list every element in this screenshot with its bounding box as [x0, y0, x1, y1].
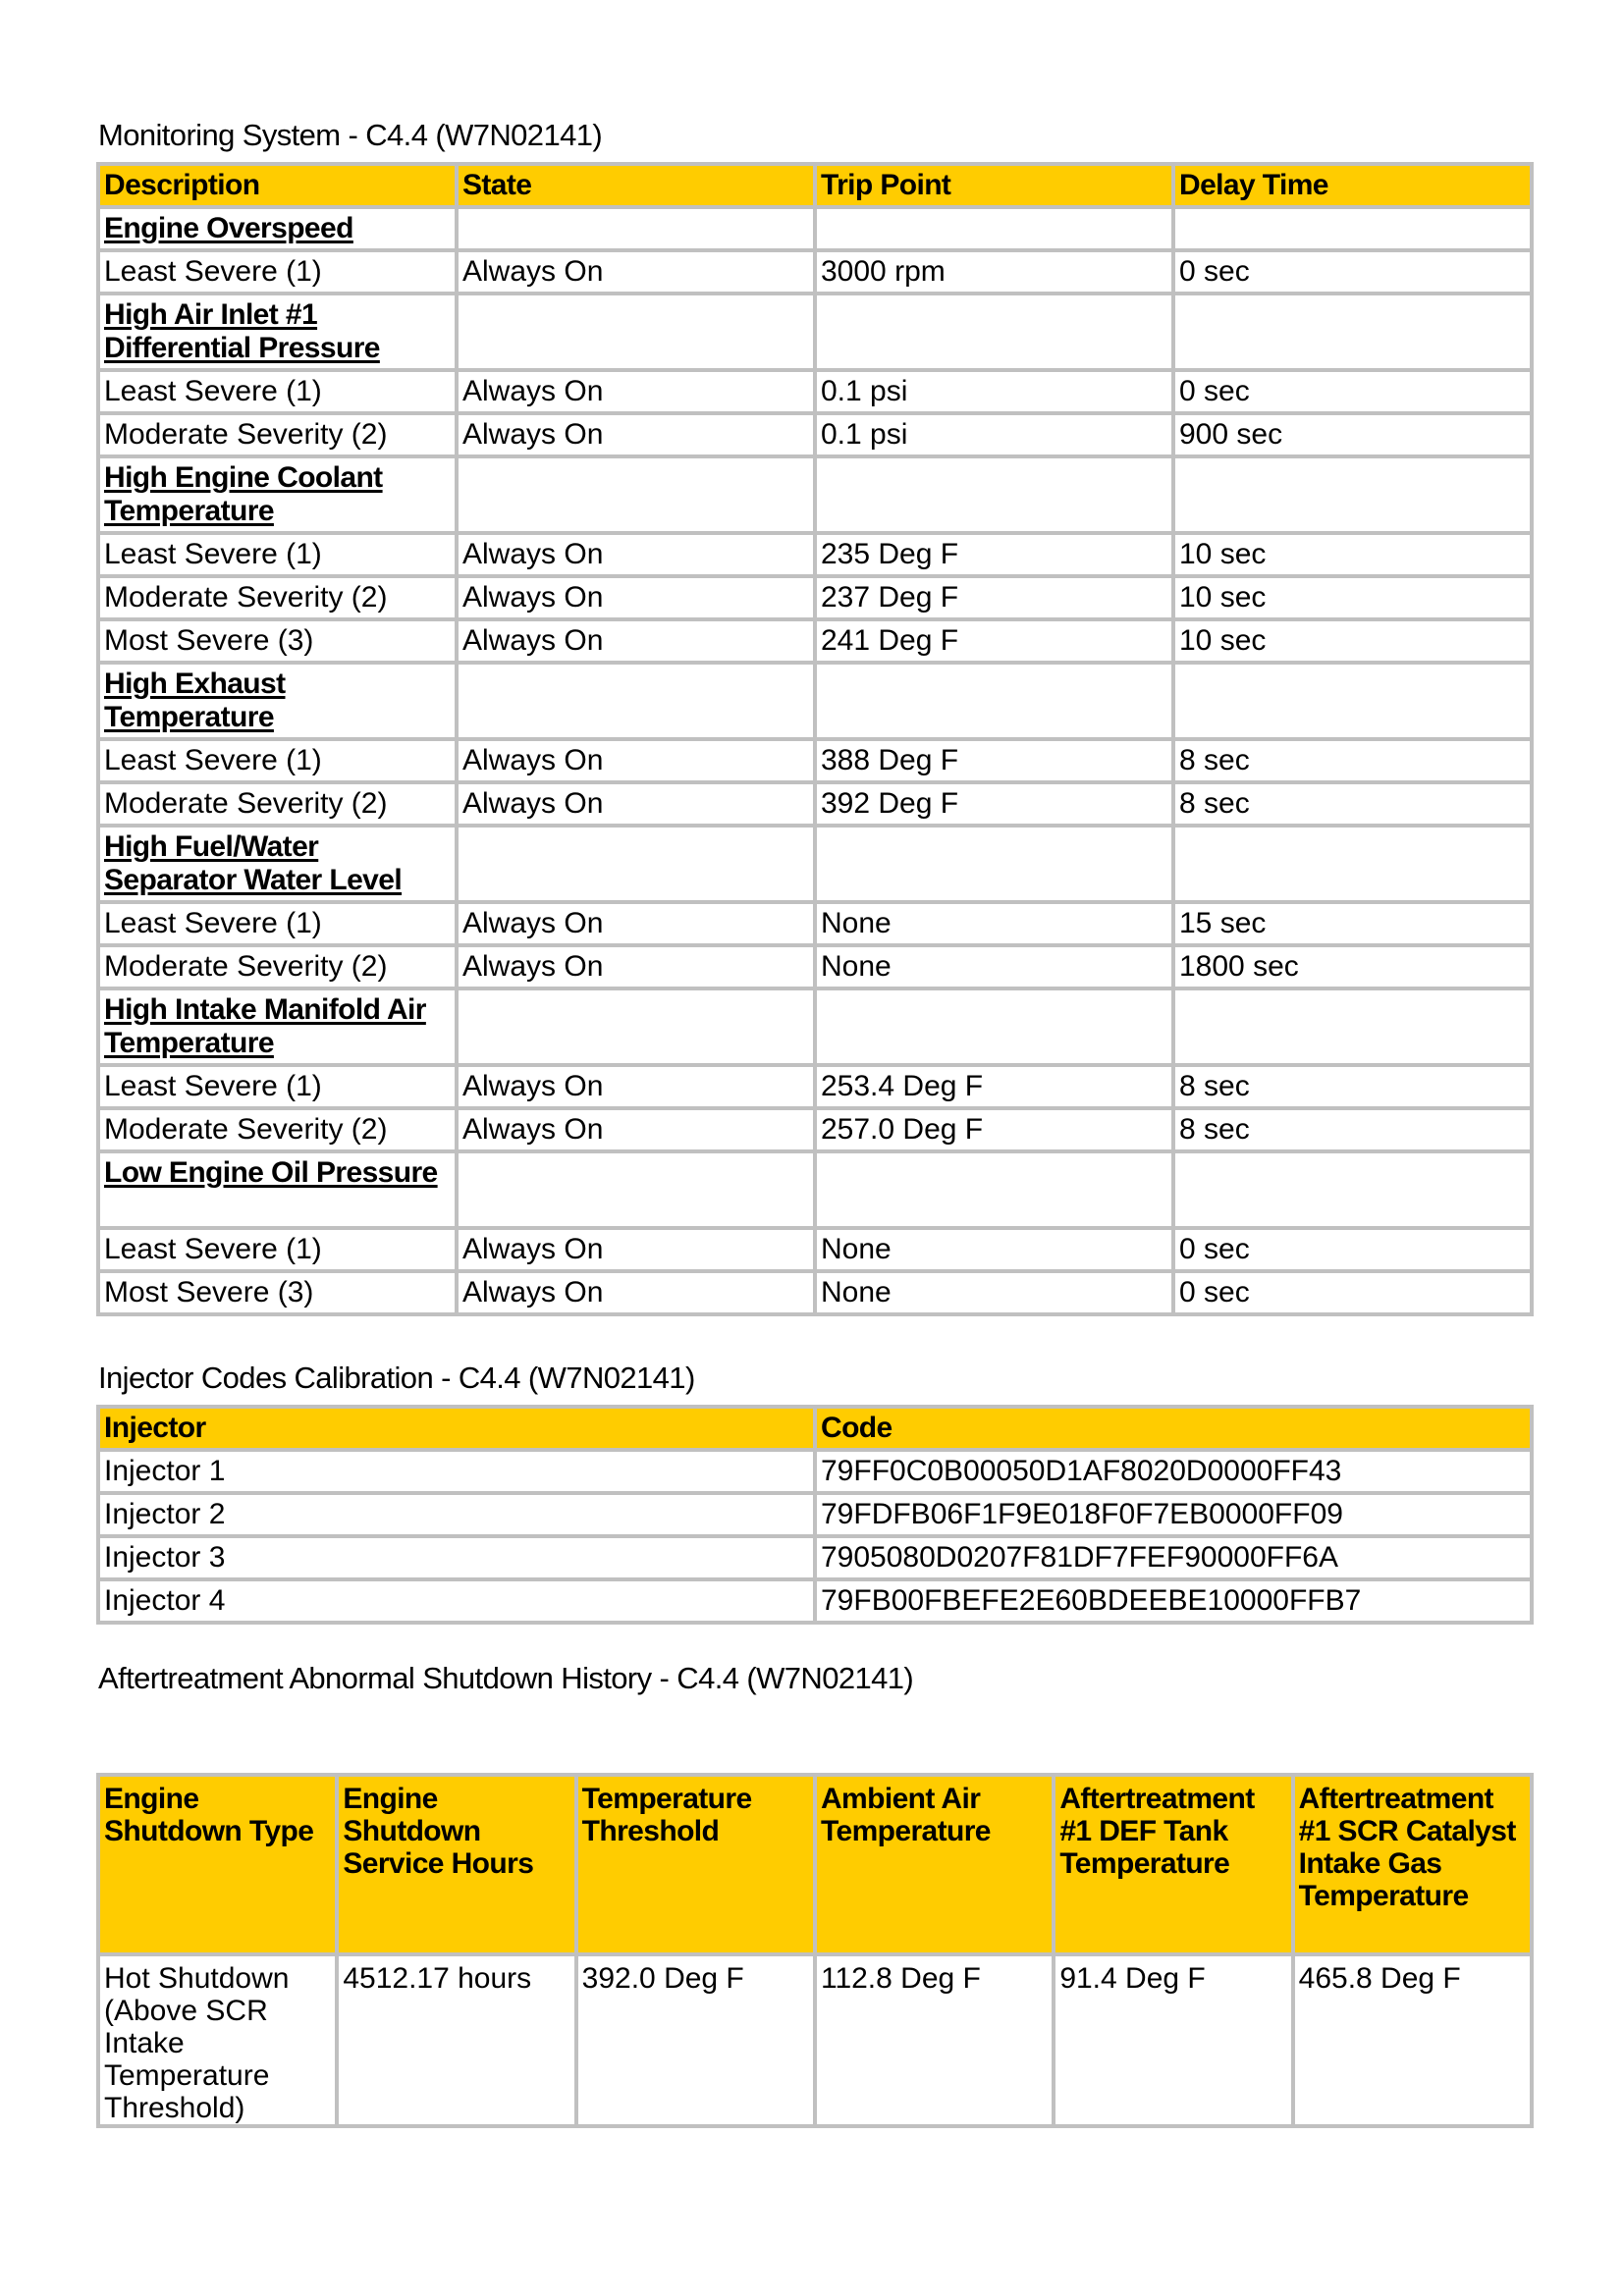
- description-cell: Moderate Severity (2): [98, 1108, 457, 1151]
- group-row: [98, 456, 1532, 533]
- empty-cell: [1173, 988, 1532, 1065]
- group-description-cell: [98, 663, 457, 739]
- group-row: [98, 1151, 1532, 1228]
- table-row: [98, 739, 1532, 782]
- state-cell: Always On: [457, 782, 815, 826]
- table-row: [98, 576, 1532, 619]
- group-description-cell: [98, 826, 457, 902]
- group-description-cell: [98, 294, 457, 370]
- column-header-service-hours: Engine Shutdown Service Hours: [337, 1775, 575, 1954]
- state-cell: Always On: [457, 1271, 815, 1314]
- state-cell: Always On: [457, 739, 815, 782]
- empty-cell: [457, 294, 815, 370]
- group-row: [98, 826, 1532, 902]
- description-cell: Least Severe (1): [98, 739, 457, 782]
- delay-time-cell: 900 sec: [1173, 413, 1532, 456]
- service-hours-cell: 4512.17 hours: [337, 1954, 575, 2126]
- delay-time-cell: 8 sec: [1173, 782, 1532, 826]
- empty-cell: [1173, 456, 1532, 533]
- delay-time-cell: 0 sec: [1173, 1228, 1532, 1271]
- column-header-temperature-threshold: Temperature Threshold: [576, 1775, 815, 1954]
- description-cell: Moderate Severity (2): [98, 945, 457, 988]
- group-description-cell: [98, 988, 457, 1065]
- empty-cell: [1173, 207, 1532, 250]
- trip-point-cell: 241 Deg F: [815, 619, 1173, 663]
- delay-time-cell: 8 sec: [1173, 1065, 1532, 1108]
- description-cell: Least Severe (1): [98, 902, 457, 945]
- group-row: [98, 663, 1532, 739]
- column-header-description: Description: [98, 164, 457, 207]
- table-header-row: [98, 1407, 1532, 1450]
- state-cell: Always On: [457, 370, 815, 413]
- empty-cell: [457, 456, 815, 533]
- code-cell: 79FDFB06F1F9E018F0F7EB0000FF09: [815, 1493, 1532, 1536]
- table-row: [98, 945, 1532, 988]
- code-cell: 7905080D0207F81DF7FEF90000FF6A: [815, 1536, 1532, 1579]
- table-row: [98, 619, 1532, 663]
- group-row: [98, 294, 1532, 370]
- group-title: Low Engine Oil Pressure: [104, 1156, 438, 1189]
- description-cell: Least Severe (1): [98, 533, 457, 576]
- trip-point-cell: 0.1 psi: [815, 370, 1173, 413]
- state-cell: Always On: [457, 576, 815, 619]
- trip-point-cell: None: [815, 945, 1173, 988]
- group-row: [98, 988, 1532, 1065]
- empty-cell: [457, 207, 815, 250]
- empty-cell: [815, 294, 1173, 370]
- group-title: High Engine Coolant Temperature: [104, 461, 383, 527]
- table-row: [98, 782, 1532, 826]
- injector-codes-table: [96, 1405, 1534, 1625]
- trip-point-cell: 388 Deg F: [815, 739, 1173, 782]
- group-description-cell: [98, 207, 457, 250]
- description-cell: Least Severe (1): [98, 370, 457, 413]
- column-header-injector: Injector: [98, 1407, 815, 1450]
- empty-cell: [815, 988, 1173, 1065]
- group-title: Engine Overspeed: [104, 212, 353, 244]
- table-row: [98, 370, 1532, 413]
- injector-cell: Injector 1: [98, 1450, 815, 1493]
- delay-time-cell: 10 sec: [1173, 576, 1532, 619]
- trip-point-cell: 235 Deg F: [815, 533, 1173, 576]
- def-tank-temperature-cell: 91.4 Deg F: [1054, 1954, 1292, 2126]
- delay-time-cell: 1800 sec: [1173, 945, 1532, 988]
- table-row: [98, 413, 1532, 456]
- table-row: [98, 1108, 1532, 1151]
- group-title: High Exhaust Temperature: [104, 667, 286, 733]
- empty-cell: [457, 1151, 815, 1228]
- trip-point-cell: 3000 rpm: [815, 250, 1173, 294]
- description-cell: Moderate Severity (2): [98, 782, 457, 826]
- empty-cell: [815, 456, 1173, 533]
- empty-cell: [815, 1151, 1173, 1228]
- state-cell: Always On: [457, 619, 815, 663]
- trip-point-cell: 392 Deg F: [815, 782, 1173, 826]
- code-cell: 79FB00FBEFE2E60BDEEBE10000FFB7: [815, 1579, 1532, 1623]
- aftertreatment-title: Aftertreatment Abnormal Shutdown History - C4.4 (W7N02141): [98, 1661, 914, 1695]
- injector-codes-title: Injector Codes Calibration - C4.4 (W7N02141): [98, 1361, 695, 1395]
- empty-cell: [815, 663, 1173, 739]
- empty-cell: [457, 826, 815, 902]
- trip-point-cell: 0.1 psi: [815, 413, 1173, 456]
- group-title: High Fuel/Water Separator Water Level: [104, 830, 403, 896]
- trip-point-cell: 253.4 Deg F: [815, 1065, 1173, 1108]
- group-description-cell: [98, 1151, 457, 1228]
- injector-cell: Injector 4: [98, 1579, 815, 1623]
- column-header-def-tank-temperature: Aftertreatment #1 DEF Tank Temperature: [1054, 1775, 1292, 1954]
- table-row: [98, 1536, 1532, 1579]
- delay-time-cell: 10 sec: [1173, 619, 1532, 663]
- delay-time-cell: 0 sec: [1173, 250, 1532, 294]
- column-header-scr-intake-gas-temperature: Aftertreatment #1 SCR Catalyst Intake Gas Temperature: [1293, 1775, 1532, 1954]
- table-row: [98, 250, 1532, 294]
- empty-cell: [1173, 294, 1532, 370]
- scr-intake-gas-temperature-cell: 465.8 Deg F: [1293, 1954, 1532, 2126]
- shutdown-type-cell: Hot Shutdown (Above SCR Intake Temperature Threshold): [98, 1954, 337, 2126]
- monitoring-system-table: [96, 162, 1534, 1316]
- description-cell: Least Severe (1): [98, 1228, 457, 1271]
- state-cell: Always On: [457, 413, 815, 456]
- empty-cell: [815, 826, 1173, 902]
- state-cell: Always On: [457, 1108, 815, 1151]
- column-header-code: Code: [815, 1407, 1532, 1450]
- empty-cell: [1173, 663, 1532, 739]
- description-cell: Most Severe (3): [98, 619, 457, 663]
- column-header-shutdown-type: Engine Shutdown Type: [98, 1775, 337, 1954]
- state-cell: Always On: [457, 533, 815, 576]
- code-cell: 79FF0C0B00050D1AF8020D0000FF43: [815, 1450, 1532, 1493]
- empty-cell: [457, 988, 815, 1065]
- empty-cell: [1173, 1151, 1532, 1228]
- column-header-trip-point: Trip Point: [815, 164, 1173, 207]
- table-row: [98, 1493, 1532, 1536]
- trip-point-cell: None: [815, 1271, 1173, 1314]
- table-row: [98, 1579, 1532, 1623]
- table-row: [98, 1228, 1532, 1271]
- state-cell: Always On: [457, 250, 815, 294]
- table-row: [98, 1271, 1532, 1314]
- state-cell: Always On: [457, 1228, 815, 1271]
- state-cell: Always On: [457, 1065, 815, 1108]
- trip-point-cell: None: [815, 1228, 1173, 1271]
- table-row: [98, 1954, 1532, 2126]
- temperature-threshold-cell: 392.0 Deg F: [576, 1954, 815, 2126]
- table-row: [98, 533, 1532, 576]
- ambient-air-temperature-cell: 112.8 Deg F: [815, 1954, 1054, 2126]
- column-header-delay-time: Delay Time: [1173, 164, 1532, 207]
- delay-time-cell: 0 sec: [1173, 370, 1532, 413]
- empty-cell: [1173, 826, 1532, 902]
- column-header-ambient-air-temperature: Ambient Air Temperature: [815, 1775, 1054, 1954]
- delay-time-cell: 0 sec: [1173, 1271, 1532, 1314]
- description-cell: Moderate Severity (2): [98, 576, 457, 619]
- injector-cell: Injector 3: [98, 1536, 815, 1579]
- table-row: [98, 902, 1532, 945]
- column-header-state: State: [457, 164, 815, 207]
- table-header-row: [98, 164, 1532, 207]
- description-cell: Most Severe (3): [98, 1271, 457, 1314]
- description-cell: Least Severe (1): [98, 250, 457, 294]
- state-cell: Always On: [457, 902, 815, 945]
- group-title: High Intake Manifold Air Temperature: [104, 993, 426, 1059]
- group-row: [98, 207, 1532, 250]
- trip-point-cell: None: [815, 902, 1173, 945]
- trip-point-cell: 237 Deg F: [815, 576, 1173, 619]
- delay-time-cell: 10 sec: [1173, 533, 1532, 576]
- description-cell: Least Severe (1): [98, 1065, 457, 1108]
- state-cell: Always On: [457, 945, 815, 988]
- trip-point-cell: 257.0 Deg F: [815, 1108, 1173, 1151]
- empty-cell: [457, 663, 815, 739]
- delay-time-cell: 8 sec: [1173, 1108, 1532, 1151]
- group-title: High Air Inlet #1 Differential Pressure: [104, 298, 380, 364]
- table-row: [98, 1450, 1532, 1493]
- injector-cell: Injector 2: [98, 1493, 815, 1536]
- description-cell: Moderate Severity (2): [98, 413, 457, 456]
- aftertreatment-shutdown-table: [96, 1773, 1534, 2128]
- delay-time-cell: 15 sec: [1173, 902, 1532, 945]
- delay-time-cell: 8 sec: [1173, 739, 1532, 782]
- empty-cell: [815, 207, 1173, 250]
- table-header-row: [98, 1775, 1532, 1954]
- group-description-cell: [98, 456, 457, 533]
- table-row: [98, 1065, 1532, 1108]
- monitoring-system-title: Monitoring System - C4.4 (W7N02141): [98, 118, 603, 152]
